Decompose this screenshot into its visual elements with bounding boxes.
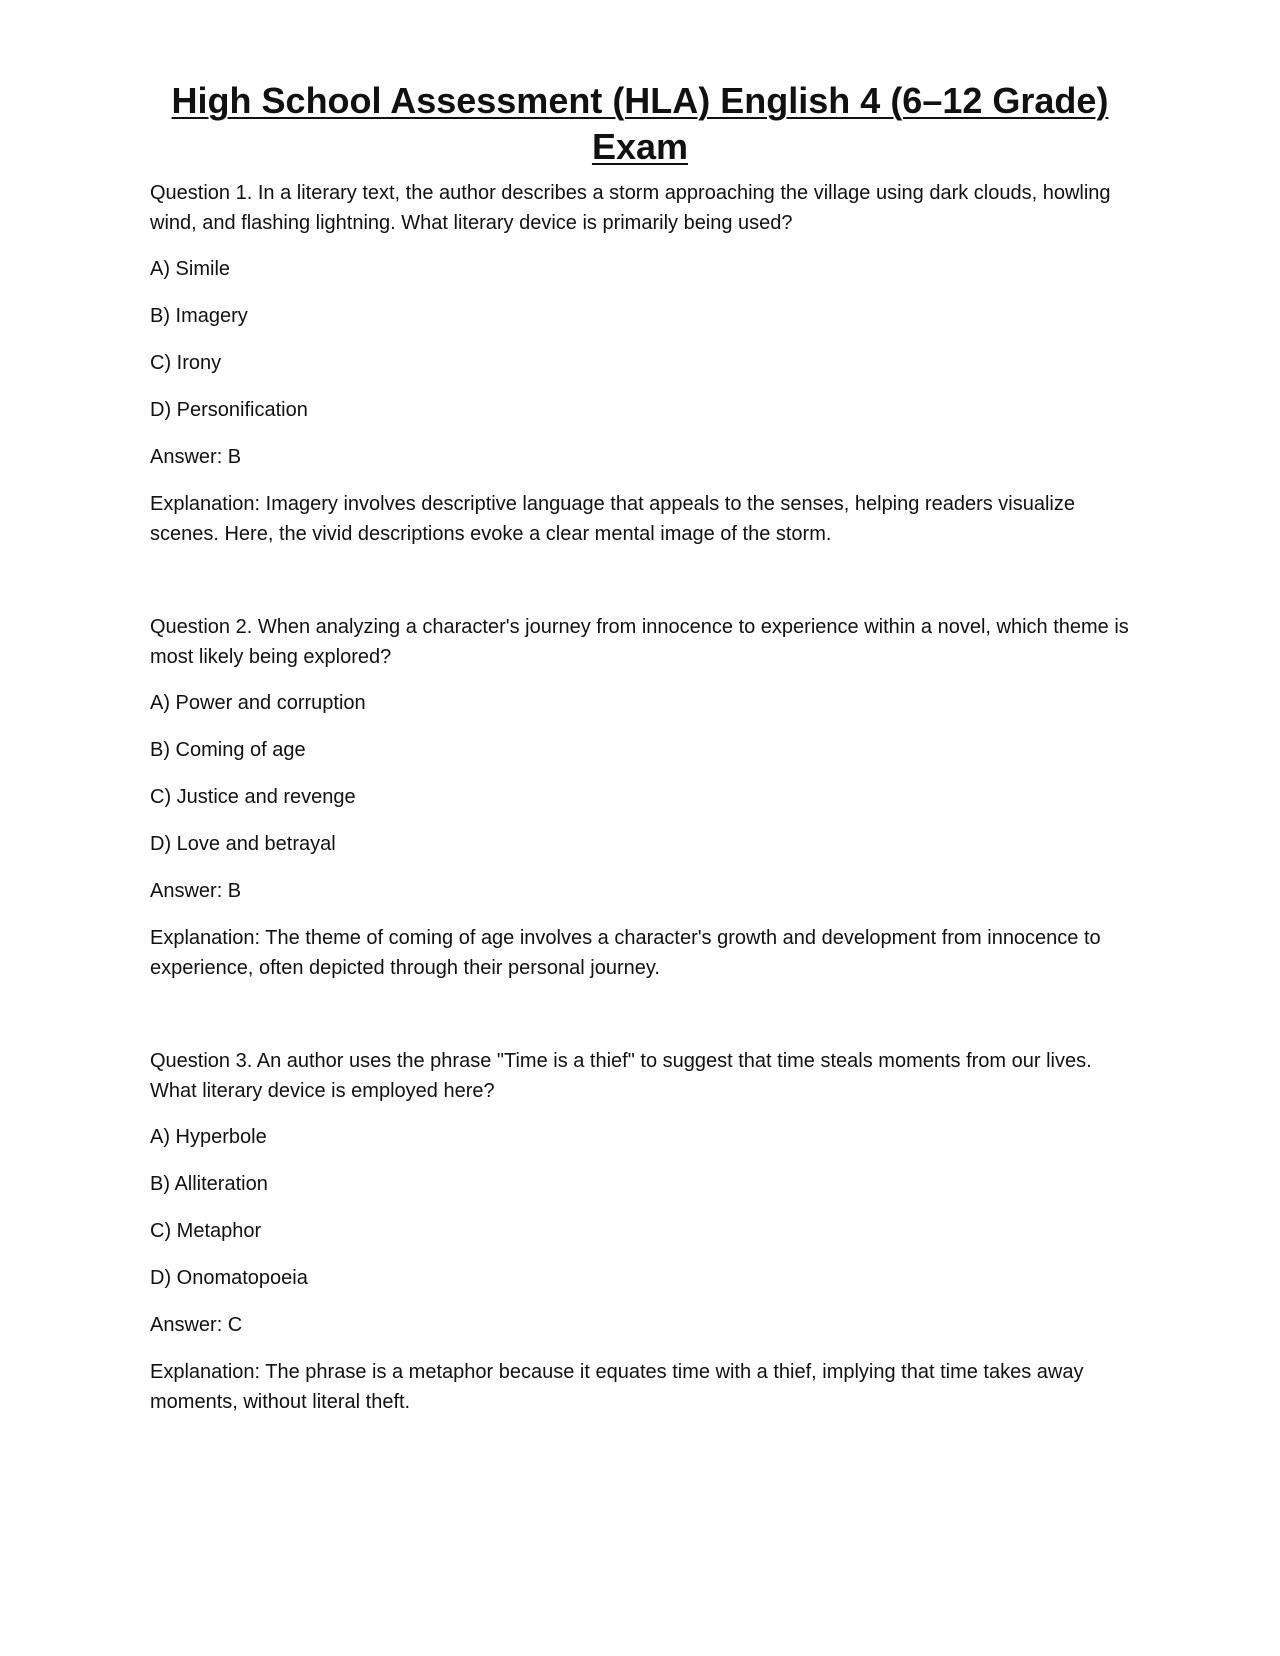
option-c: C) Irony [150, 352, 222, 374]
option-a: A) Power and corruption [150, 692, 366, 714]
answer: Answer: B [150, 880, 242, 902]
explanation: Explanation: Imagery involves descriptive language that appeals to the senses, helping readers visualize scenes. Here, the vivid descriptions evoke a clear mental image of the storm. [150, 493, 1075, 545]
option-a: A) Hyperbole [150, 1126, 267, 1148]
option-c: C) Justice and revenge [150, 786, 356, 808]
option-a: A) Simile [150, 258, 231, 280]
explanation: Explanation: The phrase is a metaphor because it equates time with a thief, implying that time takes away moments, without literal theft. [150, 1361, 1084, 1413]
question-text: Question 2. When analyzing a character's journey from innocence to experience within a novel, which theme is most likely being explored? [150, 616, 1129, 668]
option-d: D) Onomatopoeia [150, 1267, 308, 1289]
option-d: D) Love and betrayal [150, 833, 336, 855]
option-b: B) Alliteration [150, 1173, 268, 1195]
option-d: D) Personification [150, 399, 308, 421]
question-text: Question 3. An author uses the phrase "Time is a thief" to suggest that time steals moments from our lives. What literary device is employed here? [150, 1050, 1092, 1102]
title-line-1: High School Assessment (HLA) English 4 (6–12 Grade) [171, 80, 1109, 121]
explanation: Explanation: The theme of coming of age involves a character's growth and development from innocence to experience, often depicted through their personal journey. [150, 927, 1101, 979]
answer: Answer: B [150, 446, 242, 468]
option-c: C) Metaphor [150, 1220, 262, 1242]
question-block-1 [150, 178, 1130, 549]
question-block-2 [150, 612, 1130, 983]
option-b: B) Coming of age [150, 739, 306, 761]
question-text: Question 1. In a literary text, the author describes a storm approaching the village using dark clouds, howling wind, and flashing lightning. What literary device is primarily being used? [150, 182, 1111, 234]
document-title [150, 78, 1130, 170]
document-page [150, 78, 1130, 1417]
question-block-3 [150, 1046, 1130, 1417]
title-line-2: Exam [591, 126, 689, 167]
option-b: B) Imagery [150, 305, 248, 327]
answer: Answer: C [150, 1314, 243, 1336]
